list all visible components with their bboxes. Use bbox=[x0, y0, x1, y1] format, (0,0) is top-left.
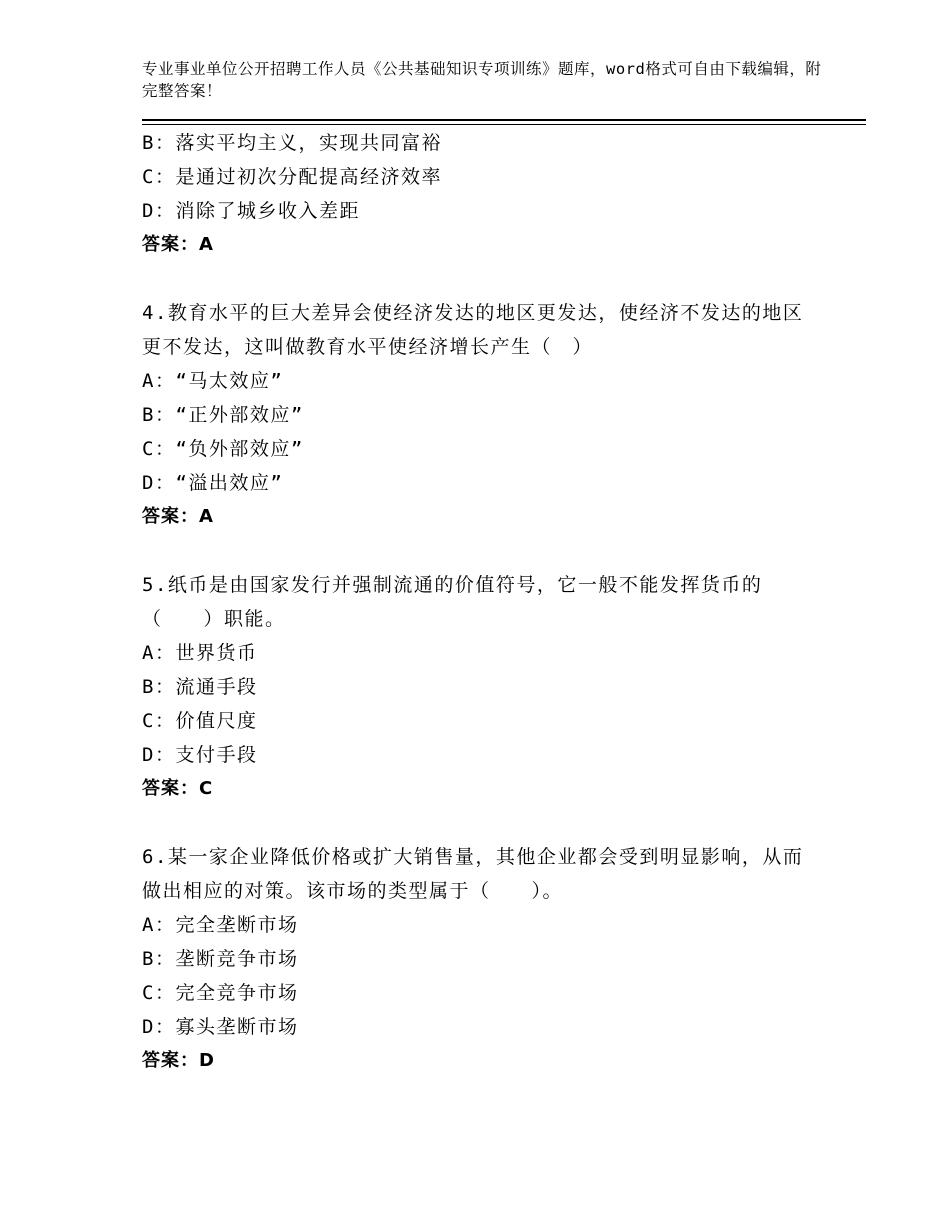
option-c: C：价值尺度 bbox=[142, 710, 258, 732]
option-b: B：落实平均主义，实现共同富裕 bbox=[142, 132, 442, 154]
option-d: D：寡头垄断市场 bbox=[142, 1016, 299, 1038]
partial-question bbox=[142, 126, 822, 262]
option-c: C：是通过初次分配提高经济效率 bbox=[142, 166, 442, 188]
answer-line: 答案：D bbox=[142, 1050, 215, 1071]
question-text: 5.纸币是由国家发行并强制流通的价值符号，它一般不能发挥货币的（ ）职能。 bbox=[142, 574, 763, 630]
header-rule-thick bbox=[142, 119, 866, 121]
option-b: B：“正外部效应” bbox=[142, 404, 304, 426]
answer-line: 答案：A bbox=[142, 234, 214, 255]
header-rule-thin bbox=[142, 124, 866, 125]
option-a: A：完全垄断市场 bbox=[142, 914, 299, 936]
question-5 bbox=[142, 568, 822, 806]
answer-line: 答案：A bbox=[142, 506, 214, 527]
question-6 bbox=[142, 840, 822, 1078]
option-b: B：垄断竞争市场 bbox=[142, 948, 299, 970]
option-a: A：“马太效应” bbox=[142, 370, 284, 392]
option-a: A：世界货币 bbox=[142, 642, 258, 664]
option-d: D：“溢出效应” bbox=[142, 472, 284, 494]
document-header: 专业事业单位公开招聘工作人员《公共基础知识专项训练》题库，word格式可自由下载编辑，附完整答案！ bbox=[142, 60, 822, 100]
option-d: D：支付手段 bbox=[142, 744, 258, 766]
option-c: C：完全竞争市场 bbox=[142, 982, 299, 1004]
option-c: C：“负外部效应” bbox=[142, 438, 304, 460]
question-text: 6.某一家企业降低价格或扩大销售量，其他企业都会受到明显影响，从而做出相应的对策。该市场的类型属于（ ）。 bbox=[142, 846, 804, 902]
question-text: 4.教育水平的巨大差异会使经济发达的地区更发达，使经济不发达的地区更不发达，这叫做教育水平使经济增长产生（ ） bbox=[142, 302, 804, 358]
answer-line: 答案：C bbox=[142, 778, 214, 799]
question-4 bbox=[142, 296, 822, 534]
question-content bbox=[142, 126, 822, 1078]
option-d: D：消除了城乡收入差距 bbox=[142, 200, 360, 222]
option-b: B：流通手段 bbox=[142, 676, 258, 698]
